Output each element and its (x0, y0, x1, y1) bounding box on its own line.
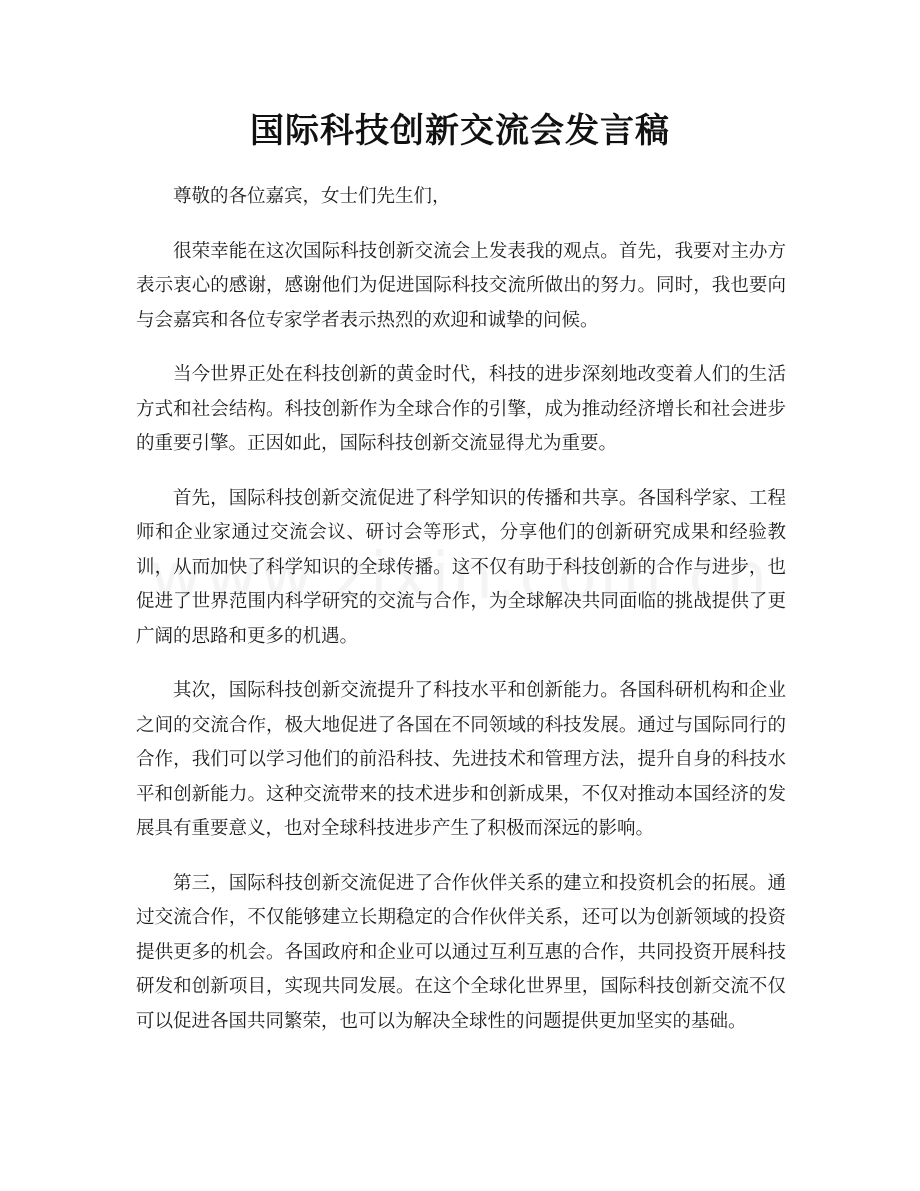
body-paragraph: 第三，国际科技创新交流促进了合作伙伴关系的建立和投资机会的拓展。通过交流合作，不仅能够建立长期稳定的合作伙伴关系，还可以为创新领域的投资提供更多的机会。各国政府和企业可以通过互利互惠的合作，共同投资开展科技研发和创新项目，实现共同发展。在这个全球化世界里，国际科技创新交流不仅可以促进各国共同繁荣，也可以为解决全球性的问题提供更加坚实的基础。 (136, 872, 786, 1032)
document-title: 国际科技创新交流会发言稿 (250, 111, 670, 151)
body-paragraph: 首先，国际科技创新交流促进了科学知识的传播和共享。各国科学家、工程师和企业家通过交流会议、研讨会等形式，分享他们的创新研究成果和经验教训，从而加快了科学知识的全球传播。这不仅有助于科技创新的合作与进步，也促进了世界范围内科学研究的交流与合作，为全球解决共同面临的挑战提供了更广阔的思路和更多的机遇。 (136, 487, 786, 647)
body-paragraph: 当今世界正处在科技创新的黄金时代，科技的进步深刻地改变着人们的生活方式和社会结构。科技创新作为全球合作的引擎，成为推动经济增长和社会进步的重要引擎。正因如此，国际科技创新交流显得尤为重要。 (136, 364, 786, 454)
body-paragraph: 其次，国际科技创新交流提升了科技水平和创新能力。各国科研机构和企业之间的交流合作，极大地促进了各国在不同领域的科技发展。通过与国际同行的合作，我们可以学习他们的前沿科技、先进技术和管理方法，提升自身的科技水平和创新能力。这种交流带来的技术进步和创新成果，不仅对推动本国经济的发展具有重要意义，也对全球科技进步产生了积极而深远的影响。 (136, 680, 786, 839)
document-body (136, 180, 786, 1059)
body-paragraph: 很荣幸能在这次国际科技创新交流会上发表我的观点。首先，我要对主办方表示衷心的感谢，感谢他们为促进国际科技交流所做出的努力。同时，我也要向与会嘉宾和各位专家学者表示热烈的欢迎和诚挚的问候。 (136, 240, 786, 331)
salutation-paragraph: 尊敬的各位嘉宾，女士们先生们， (173, 186, 451, 207)
